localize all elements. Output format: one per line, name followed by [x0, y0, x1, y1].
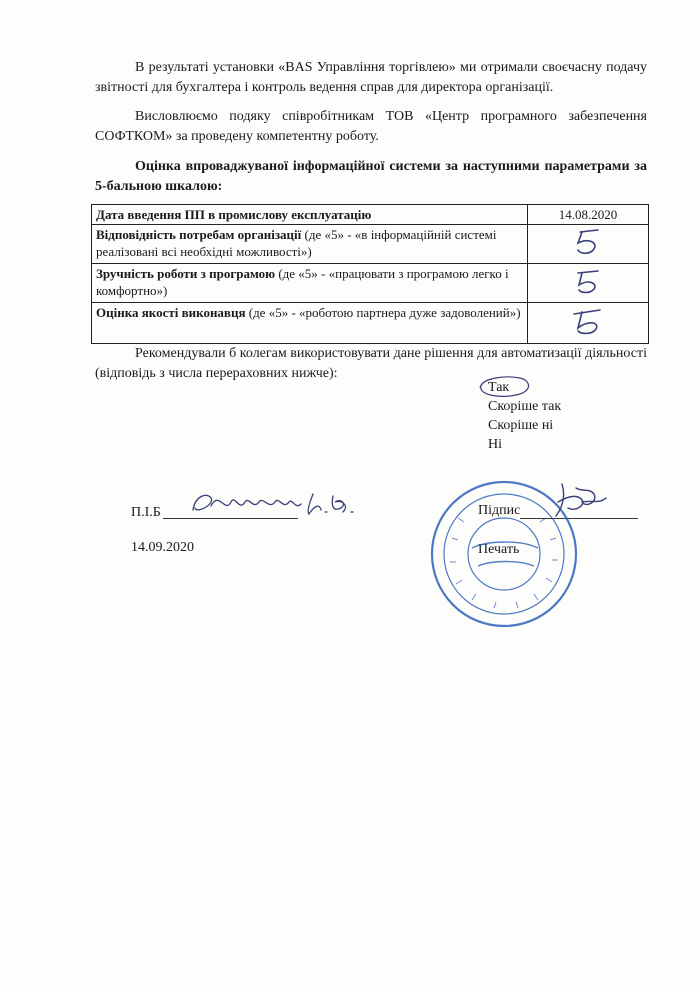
table-row	[92, 303, 649, 344]
table-row	[92, 205, 649, 225]
recommendation-text: Рекомендували б колегам використовувати дане рішення для автоматизації діяльності (відповідь з числа перераховних нижче):	[95, 346, 647, 381]
selected-option-circle	[474, 372, 536, 400]
row-value-text: 5	[588, 285, 589, 286]
handwritten-director-signature	[546, 478, 616, 524]
row-value-text: 5	[588, 246, 589, 247]
document-date: 14.09.2020	[131, 540, 194, 555]
paragraph-thanks: Висловлюємо подяку співробітникам ТОВ «Центр програмного забезпечення СОФТКОМ» за проведену компетентну роботу.	[95, 109, 647, 144]
row-value-date: 14.08.2020	[528, 205, 649, 225]
option-yes: Так	[488, 380, 510, 395]
seal-label: Печать	[478, 542, 520, 557]
signature-label: Підпис	[478, 503, 521, 518]
option-rather-no: Скоріше ні	[488, 418, 554, 433]
rating-table	[91, 204, 649, 344]
handwritten-mark	[558, 226, 618, 258]
row-value-handwritten	[528, 303, 649, 344]
row-label: Дата введення ПП в промислову експлуатацію	[92, 205, 528, 225]
row-value-handwritten	[528, 264, 649, 303]
handwritten-name-signature	[185, 484, 365, 528]
rating-heading: Оцінка впроваджуваної інформаційної системи за наступними параметрами за 5-бальною шкалою:	[95, 159, 647, 194]
table-row	[92, 264, 649, 303]
row-label: Відповідність потребам організації (де «5» - «в інформаційній системі реалізовані всі необхідні можливості»)	[92, 225, 528, 264]
paragraph-result: В результаті установки «BAS Управління торгівлею» ми отримали своєчасну подачу звітності для бухгалтера і контроль ведення справ для директора організації.	[95, 60, 647, 95]
name-label: П.І.Б	[131, 505, 161, 520]
option-rather-yes: Скоріше так	[488, 399, 562, 414]
handwritten-mark	[558, 265, 618, 297]
row-label: Оцінка якості виконавця (де «5» - «роботою партнера дуже задоволений»)	[92, 303, 528, 344]
row-value-handwritten	[528, 225, 649, 264]
handwritten-mark	[558, 304, 618, 338]
row-label: Зручність роботи з програмою (де «5» - «працювати з програмою легко і комфортно»)	[92, 264, 528, 303]
row-value-text: 5	[588, 324, 589, 325]
table-row	[92, 225, 649, 264]
option-no: Ні	[488, 437, 502, 452]
